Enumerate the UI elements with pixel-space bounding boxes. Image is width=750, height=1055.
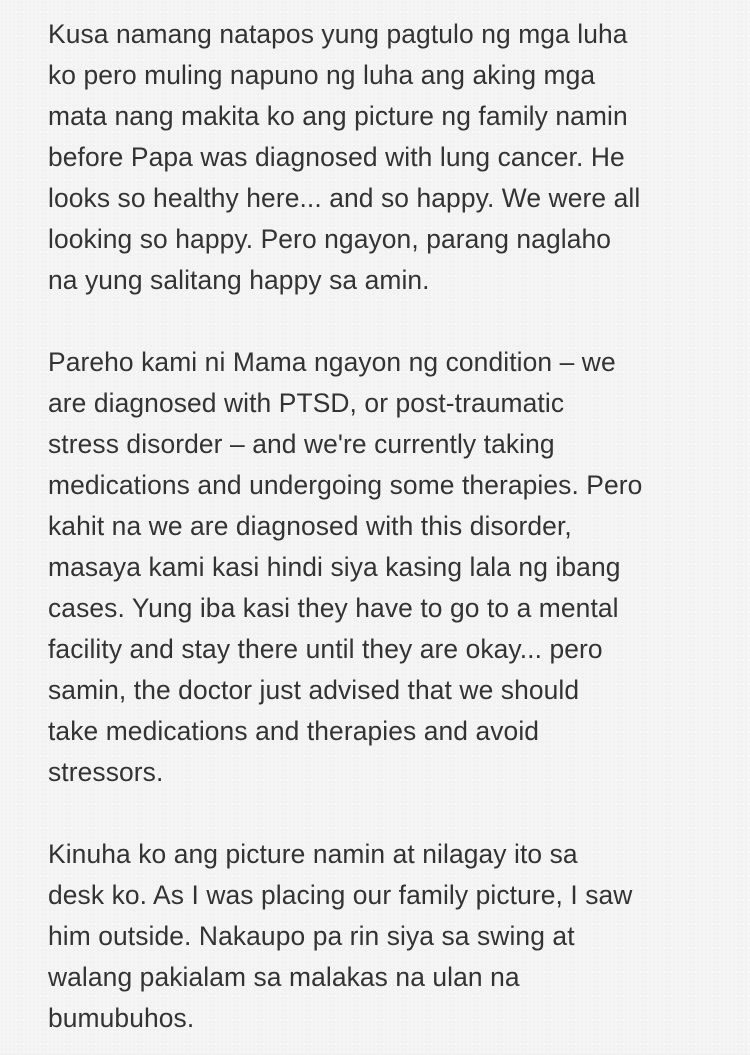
- text-line: before Papa was diagnosed with lung cancer. He: [48, 142, 625, 172]
- text-line: stress disorder – and we're currently taking: [48, 429, 555, 459]
- text-line: desk ko. As I was placing our family picture, I saw: [48, 880, 633, 910]
- text-line: cases. Yung iba kasi they have to go to a mental: [48, 593, 619, 623]
- text-line: facility and stay there until they are okay... pero: [48, 634, 603, 664]
- paragraph-3: [48, 834, 710, 1039]
- paragraph-2: [48, 342, 710, 793]
- text-line: take medications and therapies and avoid: [48, 716, 540, 746]
- text-line: Pareho kami ni Mama ngayon ng condition – we: [48, 347, 616, 377]
- text-line: Kinuha ko ang picture namin at nilagay ito sa: [48, 839, 578, 869]
- text-line: masaya kami kasi hindi siya kasing lala ng ibang: [48, 552, 621, 582]
- text-line: ko pero muling napuno ng luha ang aking mga: [48, 60, 596, 90]
- text-line: stressors.: [48, 757, 164, 787]
- paragraph-1: [48, 14, 710, 301]
- text-line: are diagnosed with PTSD, or post-traumatic: [48, 388, 565, 418]
- text-line: looking so happy. Pero ngayon, parang naglaho: [48, 224, 612, 254]
- text-line: na yung salitang happy sa amin.: [48, 265, 430, 295]
- text-line: bumubuhos.: [48, 1003, 195, 1033]
- text-line: looks so healthy here... and so happy. We were all: [48, 183, 641, 213]
- text-line: mata nang makita ko ang picture ng family namin: [48, 101, 628, 131]
- text-line: Kusa namang natapos yung pagtulo ng mga luha: [48, 19, 628, 49]
- text-line: samin, the doctor just advised that we should: [48, 675, 580, 705]
- text-line: medications and undergoing some therapies. Pero: [48, 470, 643, 500]
- text-line: walang pakialam sa malakas na ulan na: [48, 962, 520, 992]
- text-line: kahit na we are diagnosed with this disorder,: [48, 511, 572, 541]
- text-line: him outside. Nakaupo pa rin siya sa swing at: [48, 921, 575, 951]
